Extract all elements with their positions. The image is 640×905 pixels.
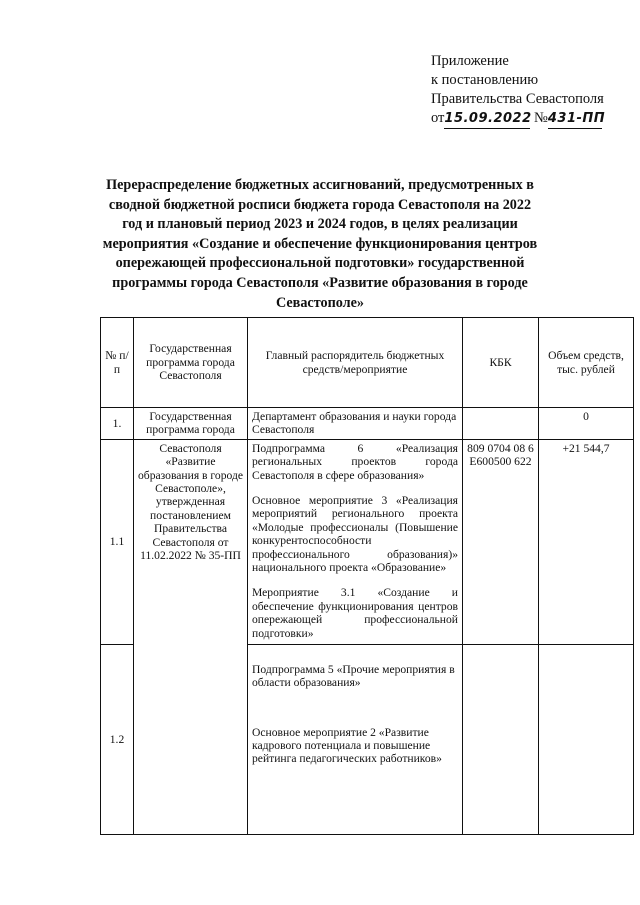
handwritten-date: 15.09.2022: [444, 109, 530, 129]
kbk-cell: 809 0704 08 6 Е600500 622: [463, 439, 539, 644]
date-prefix: от: [431, 110, 445, 126]
allocation-table: [100, 317, 634, 835]
header-volume: Объем средств, тыс. рублей: [539, 318, 634, 408]
header-kbk: КБК: [463, 318, 539, 408]
manager-cell: [248, 439, 463, 644]
appendix-authority: Правительства Севастополя: [431, 91, 604, 107]
appendix-date-number: [431, 109, 631, 129]
table-header-row: [101, 318, 634, 408]
manager-cell: Департамент образования и науки города Севастополя: [248, 408, 463, 440]
main-event-text: Основное мероприятие 3 «Реализация мероприятий регионального проекта «Молодые профессионалы (Повышение конкурентоспособности профессионального образования)» национального проекта «Образование»: [252, 494, 458, 575]
number-prefix: №: [534, 110, 548, 126]
manager-cell: [248, 644, 463, 834]
header-manager: Главный распорядитель бюджетных средств/мероприятие: [248, 318, 463, 408]
handwritten-number: 431-ПП: [548, 109, 602, 129]
table-row: [101, 439, 634, 644]
appendix-reference: к постановлению: [431, 72, 539, 88]
volume-cell: +21 544,7: [539, 439, 634, 644]
row-num: 1.2: [101, 644, 134, 834]
appendix-title: Приложение: [431, 53, 509, 69]
header-program: Государственная программа города Севастополя: [134, 318, 248, 408]
kbk-cell: [463, 644, 539, 834]
row-num: 1.1: [101, 439, 134, 644]
subprogram-text: Подпрограмма 5 «Прочие мероприятия в области образования»: [252, 662, 455, 690]
header-num: № п/п: [101, 318, 134, 408]
volume-cell: [539, 644, 634, 834]
document-title: Перераспределение бюджетных ассигнований, предусмотренных в сводной бюджетной росписи бюджета города Севастополя на 2022 год и плановый период 2023 и 2024 годов, в целях реализации мероприятия «Создание и обеспечение функционирования центров опережающей профессиональной подготовки» государственной программы города Севастополя «Развитие образования в городе Севастополе»: [102, 177, 538, 311]
event-text: Мероприятие 3.1 «Создание и обеспечение функционирования центров опережающей профессиональной подготовки»: [252, 586, 458, 640]
volume-cell: 0: [539, 408, 634, 440]
program-cell-top: Государственная программа города: [134, 408, 248, 440]
subprogram-text: Подпрограмма 6 «Реализация региональных проектов города Севастополя в сфере образования»: [252, 441, 458, 482]
table-row: [101, 408, 634, 440]
program-cell: Севастополя «Развитие образования в городе Севастополе», утвержденная постановлением Правительства Севастополя от 11.02.2022 № 35-ПП: [134, 439, 248, 834]
kbk-cell: [463, 408, 539, 440]
appendix-block: [431, 52, 631, 129]
main-event-text: Основное мероприятие 2 «Развитие кадрового потенциала и повышение рейтинга педагогических работников»: [252, 725, 442, 766]
row-num: 1.: [101, 408, 134, 440]
